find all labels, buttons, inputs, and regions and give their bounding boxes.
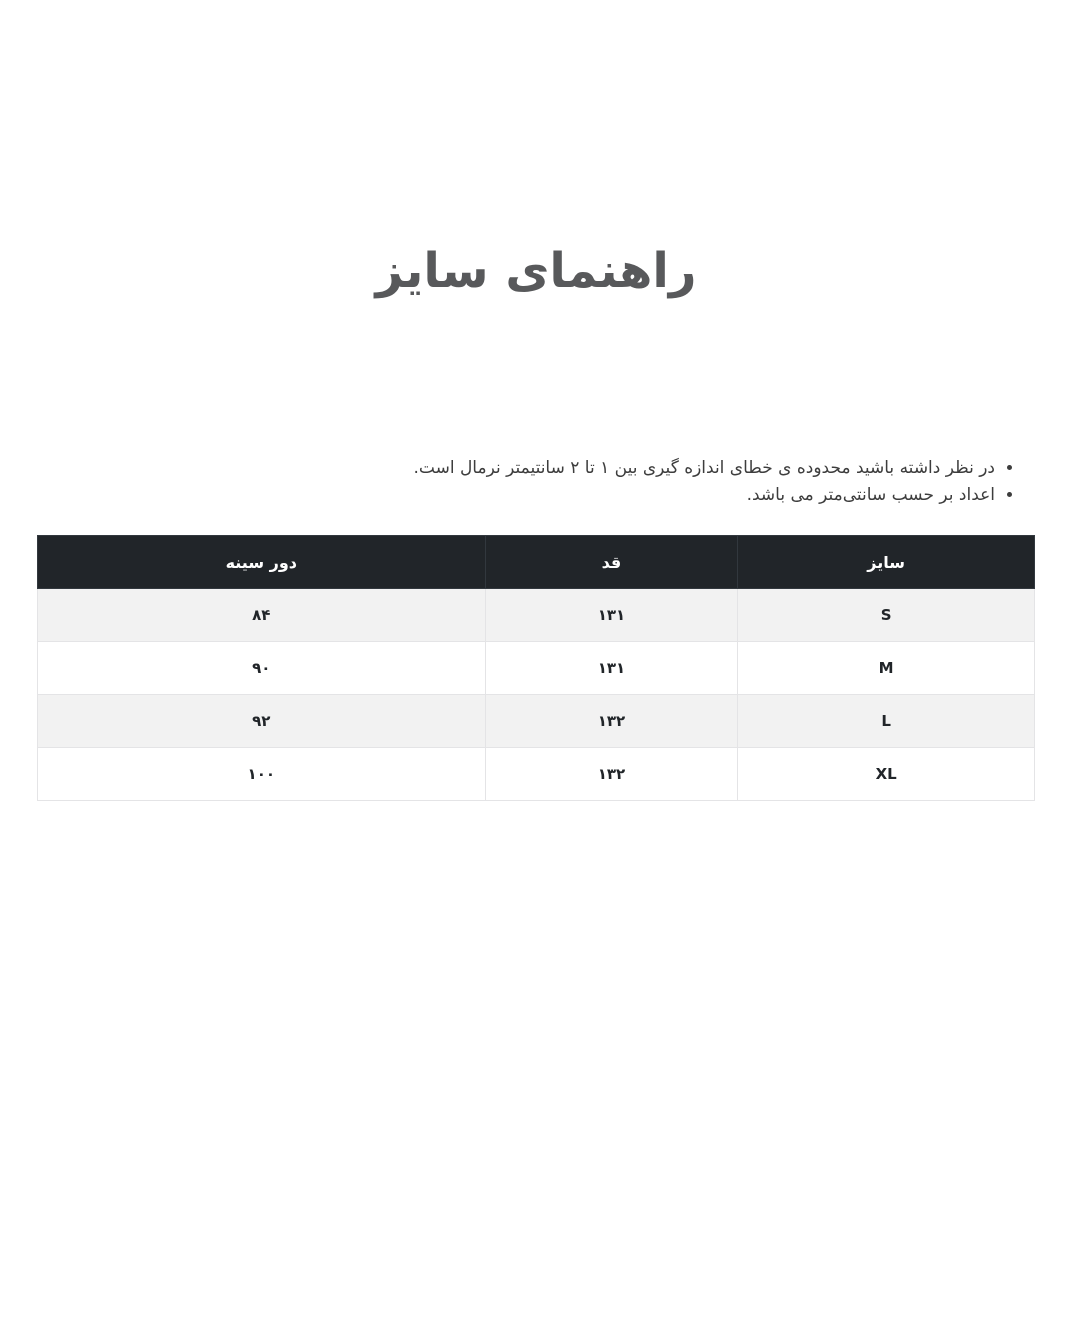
cell-chest: ۱۰۰ [38,748,486,801]
cell-size: XL [738,748,1035,801]
size-table [37,535,1035,801]
cell-chest: ۹۰ [38,642,486,695]
table-row-size-l [38,695,1035,748]
content-area [37,0,1035,801]
header-cell-size: سایز [738,536,1035,589]
header-cell-chest: دور سینه [38,536,486,589]
cell-size: S [738,589,1035,642]
cell-height: ۱۳۲ [485,695,738,748]
table-row-size-m [38,642,1035,695]
notes-list [37,455,1035,509]
header-cell-height: قد [485,536,738,589]
cell-size: L [738,695,1035,748]
cell-height: ۱۳۱ [485,642,738,695]
cell-size: M [738,642,1035,695]
note-item-measurement-error: • در نظر داشته باشید محدوده ی خطای اندازه گیری بین ۱ تا ۲ سانتیمتر نرمال است. [37,455,995,482]
cell-chest: ۸۴ [38,589,486,642]
cell-height: ۱۳۱ [485,589,738,642]
page-title: راهنمای سایز [375,243,697,299]
note-item-unit-cm: • اعداد بر حسب سانتی‌متر می باشد. [37,482,995,509]
size-table-header-row [38,536,1035,589]
table-row-size-s [38,589,1035,642]
cell-height: ۱۳۲ [485,748,738,801]
cell-chest: ۹۲ [38,695,486,748]
table-row-size-xl [38,748,1035,801]
